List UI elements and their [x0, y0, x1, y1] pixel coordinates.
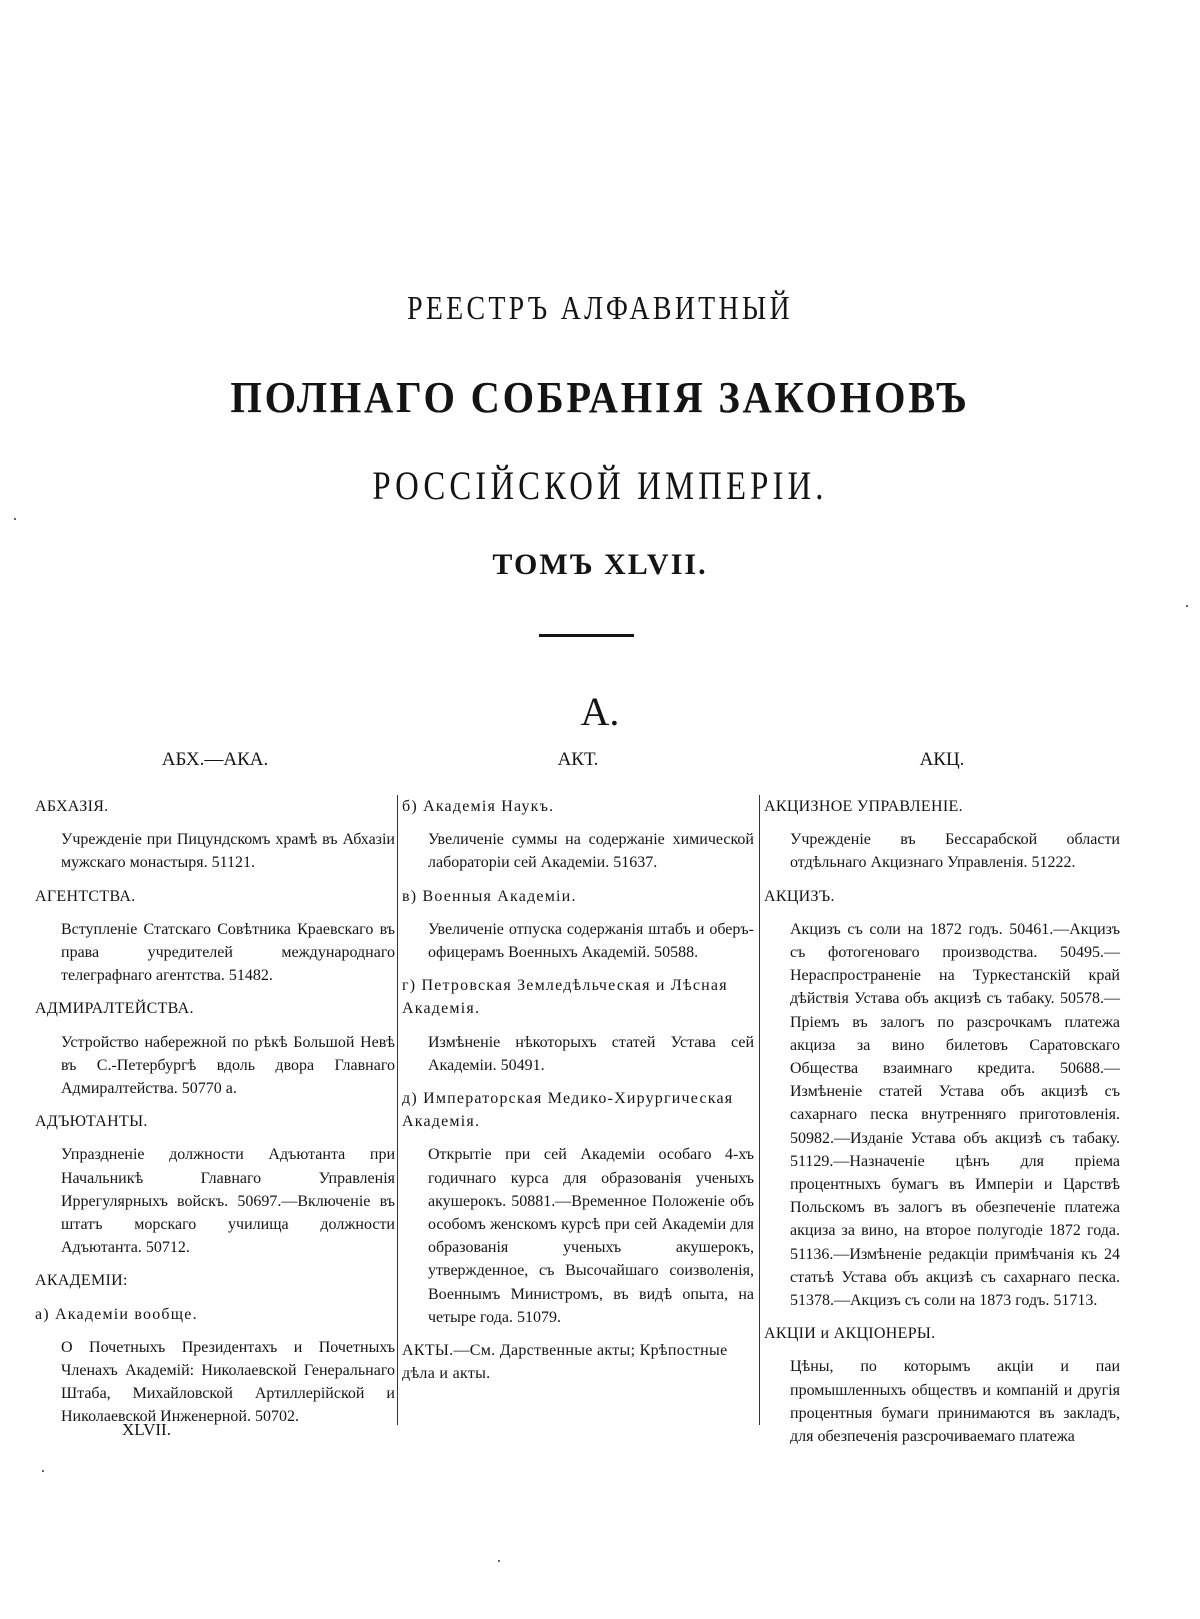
entry-text: Вступленіе Статскаго Совѣтника Краевскаго въ права учредителей международнаго телеграфнаго агентства. 51482. — [61, 920, 395, 985]
entry-text: Учрежденіе въ Бессарабской области отдѣльнаго Акцизнаго Управленія. 51222. — [790, 831, 1120, 872]
paper-speck — [14, 518, 16, 520]
column-3 — [764, 795, 1120, 1458]
page-signature: XLVII. — [122, 1420, 171, 1439]
entry-text: Измѣненіе нѣкоторыхъ статей Устава сей Академіи. 50491. — [428, 1033, 754, 1074]
collection-title: ПОЛНАГО СОБРАНІЯ ЗАКОНОВЪ — [230, 373, 970, 422]
entry-text: Упраздненіе должности Адъютанта при Начальникѣ Главнаго Управленія Иррегулярныхъ войскъ. 50697.—Включеніе въ штатъ морскаго училища должности Адъютанта. 50712. — [61, 1146, 395, 1257]
entry-heading: АКЦИЗНОЕ УПРАВЛЕНІЕ. — [764, 798, 963, 815]
volume-title: ТОМЪ XLVII. — [492, 548, 708, 581]
title-rule — [539, 634, 634, 637]
entry-text: Увеличеніе отпуска содержанія штабъ и оберъ-офицерамъ Военныхъ Академій. 50588. — [428, 920, 754, 962]
entry-text: Учрежденіе при Пицундскомъ храмѣ въ Абхазіи мужскаго монастыря. 51121. — [61, 831, 395, 872]
entry-heading: АДЪЮТАНТЫ. — [35, 1113, 148, 1131]
entry-subheading: а) Академіи вообще. — [35, 1305, 198, 1323]
column-divider-2 — [759, 795, 760, 1425]
entry-heading: АГЕНТСТВА. — [35, 887, 136, 905]
paper-speck — [498, 1560, 500, 1562]
entry-heading: АДМИРАЛТЕЙСТВА. — [35, 1000, 194, 1018]
entry-subheading: г) Петровская Земледѣльческая и Лѣсная Академія. — [402, 977, 728, 1018]
entry-text: О Почетныхъ Президентахъ и Почетныхъ Членахъ Академій: Николаевской Генеральнаго Штаба, Михайловской Артиллерійской и Николаевской Инженерной. 50702. — [61, 1338, 395, 1426]
empire-title: РОССІЙСКОЙ ИМПЕРІИ. — [372, 463, 828, 508]
column-1 — [35, 795, 395, 1439]
entry-heading: АКЦІИ и АКЦІОНЕРЫ. — [764, 1325, 936, 1343]
column-heading-2: АКТ. — [557, 749, 599, 770]
entry-subheading: в) Военныя Академіи. — [402, 887, 577, 905]
column-2 — [402, 795, 754, 1395]
column-heading-3: АКЦ. — [919, 749, 965, 770]
column-heading-1: АБХ.—АКА. — [161, 749, 269, 770]
entry-text: Акцизъ съ соли на 1872 годъ. 50461.—Акцизъ съ фотогеноваго производства. 50495.—Нераспространеніе на Туркестанскій край дѣйствія Устава объ акцизѣ съ табаку. 50578.—Пріемъ въ залогъ по разсрочкамъ платежа акциза за вино билетовъ Саратовскаго Общества взаимнаго кредита. 50688.—Измѣненіе статей Устава объ акцизѣ съ сахарнаго песка внутренняго приготовленія. 50982.—Изданіе Устава объ акцизѣ съ табаку. 51129.—Назначеніе цѣнъ для пріема процентныхъ бумагъ въ Имперіи и Царствѣ Польскомъ въ залогъ въ обезпеченіе платежа акциза за вино, на второе полугодіе 1872 года. 51136.—Измѣненіе редакціи примѣчанія къ 24 статьѣ Устава объ акцизѣ съ сахарнаго песка. 51378.—Акцизъ съ соли на 1873 годъ. 51713. — [790, 920, 1120, 1310]
entry-text: Цѣны, по которымъ акціи и паи промышленныхъ обществъ и компаній и другія процентныя бумаги принимаются въ закладъ, для обезпеченія разсрочиваемаго платежа — [790, 1358, 1120, 1446]
paper-speck — [1186, 605, 1188, 607]
entry-subheading: б) Академія Наукъ. — [402, 798, 555, 815]
entry-heading: АКЦИЗЪ. — [764, 887, 835, 905]
paper-speck — [42, 1470, 44, 1472]
entry-text: Открытіе при сей Академіи особаго 4-хъ годичнаго курса для образованія ученыхъ акушерокъ. 50881.—Временное Положеніе объ особомъ женскомъ курсѣ при сей Академіи для образованія ученыхъ акушерокъ, утвержденное, съ Высочайшаго соизволенія, Военнымъ Министромъ, въ видѣ опыта, на четыре года. 51079. — [428, 1146, 754, 1326]
entry-text: Устройство набережной по рѣкѣ Большой Невѣ въ С.-Петербургѣ вдоль двора Главнаго Адмиралтейства. 50770 а. — [61, 1033, 395, 1098]
section-letter: А. — [580, 689, 620, 734]
entry-text: Увеличеніе суммы на содержаніе химической лабораторіи сей Академіи. 51637. — [428, 831, 754, 872]
entry-heading: АКТЫ.—См. Дарственные акты; Крѣпостные дѣла и акты. — [402, 1342, 728, 1383]
entry-heading: АБХАЗІЯ. — [35, 798, 109, 815]
column-divider-1 — [397, 795, 398, 1425]
register-title: РЕЕСТРЪ АЛФАВИТНЫЙ — [407, 290, 793, 327]
entry-subheading: д) Императорская Медико-Хирургическая Академія. — [402, 1090, 734, 1131]
entry-heading: АКАДЕМІИ: — [35, 1272, 128, 1290]
